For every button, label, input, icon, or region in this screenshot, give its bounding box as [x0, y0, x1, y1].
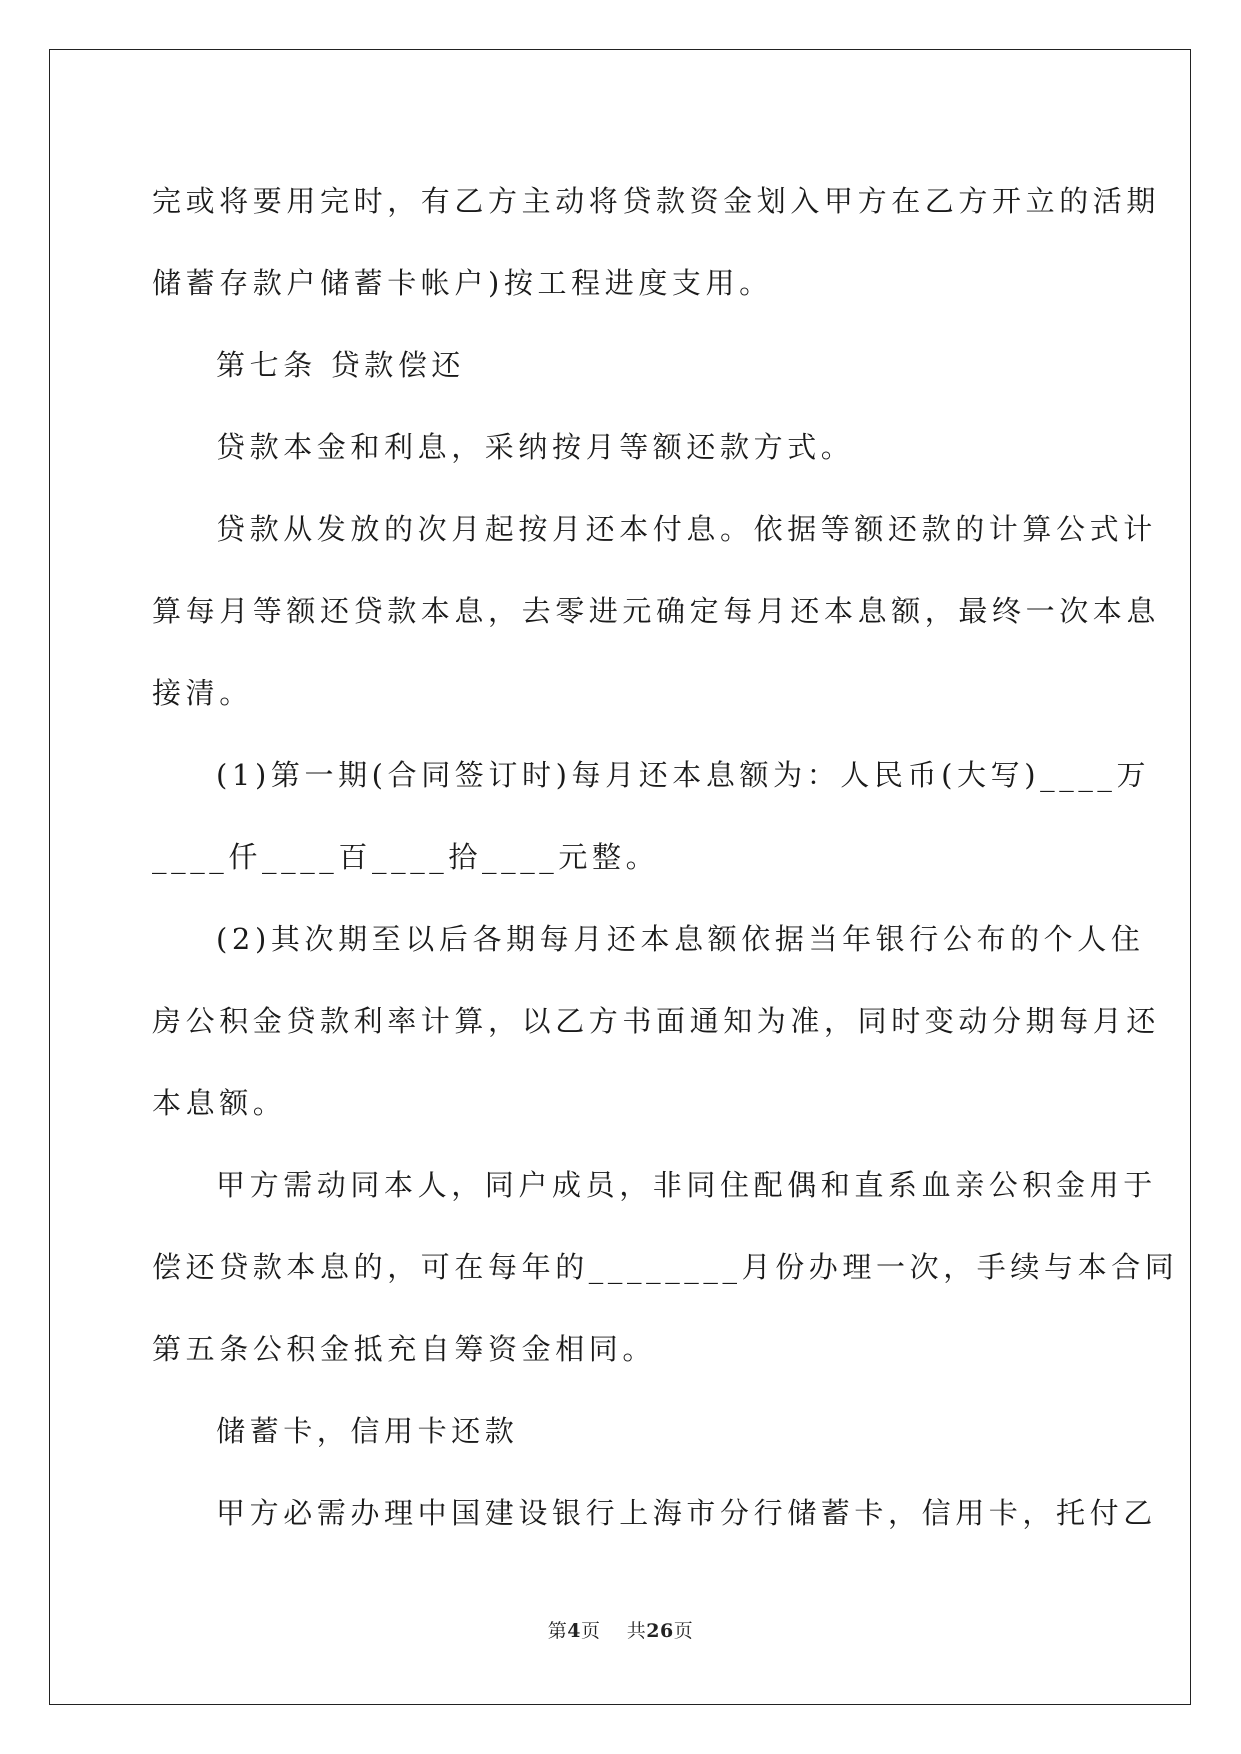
- text-line-2: 储蓄存款户储蓄卡帐户)按工程进度支用。: [152, 266, 773, 300]
- text-line-11: 房公积金贷款利率计算，以乙方书面通知为准，同时变动分期每月还: [152, 1004, 1161, 1038]
- document-body: [152, 160, 1179, 1554]
- footer-prefix: 第: [547, 1620, 568, 1642]
- total-pages-number: 26: [646, 1620, 674, 1642]
- footer-page-suffix: 页: [581, 1620, 601, 1642]
- text-line-16: 储蓄卡，信用卡还款: [216, 1414, 519, 1448]
- text-line-6: 算每月等额还贷款本息，去零进元确定每月还本息额，最终一次本息: [152, 594, 1161, 628]
- text-line-9: ____仟____百____拾____元整。: [152, 840, 660, 874]
- text-line-17: 甲方必需办理中国建设银行上海市分行储蓄卡，信用卡，托付乙: [216, 1496, 1157, 1530]
- text-line-1: 完或将要用完时，有乙方主动将贷款资金划入甲方在乙方开立的活期: [152, 184, 1161, 218]
- text-line-5: 贷款从发放的次月起按月还本付息。依据等额还款的计算公式计: [216, 512, 1157, 546]
- current-page-number: 4: [567, 1620, 582, 1642]
- text-line-13: 甲方需动同本人，同户成员，非同住配偶和直系血亲公积金用于: [216, 1168, 1157, 1202]
- text-line-14: 偿还贷款本息的，可在每年的________月份办理一次，手续与本合同: [152, 1250, 1179, 1284]
- text-line-15: 第五条公积金抵充自筹资金相同。: [152, 1332, 657, 1366]
- section-heading: 第七条 贷款偿还: [216, 348, 466, 382]
- footer-total-suffix: 页: [673, 1620, 694, 1642]
- footer-total-prefix: 共: [626, 1620, 647, 1642]
- text-line-4: 贷款本金和利息，采纳按月等额还款方式。: [216, 430, 855, 464]
- text-line-10: (2)其次期至以后各期每月还本息额依据当年银行公布的个人住: [216, 922, 1145, 956]
- text-line-7: 接清。: [152, 676, 253, 710]
- text-line-8: (1)第一期(合同签订时)每月还本息额为：人民币(大写)____万: [216, 758, 1151, 792]
- page-footer: [0, 1616, 1241, 1643]
- text-line-12: 本息额。: [152, 1086, 287, 1120]
